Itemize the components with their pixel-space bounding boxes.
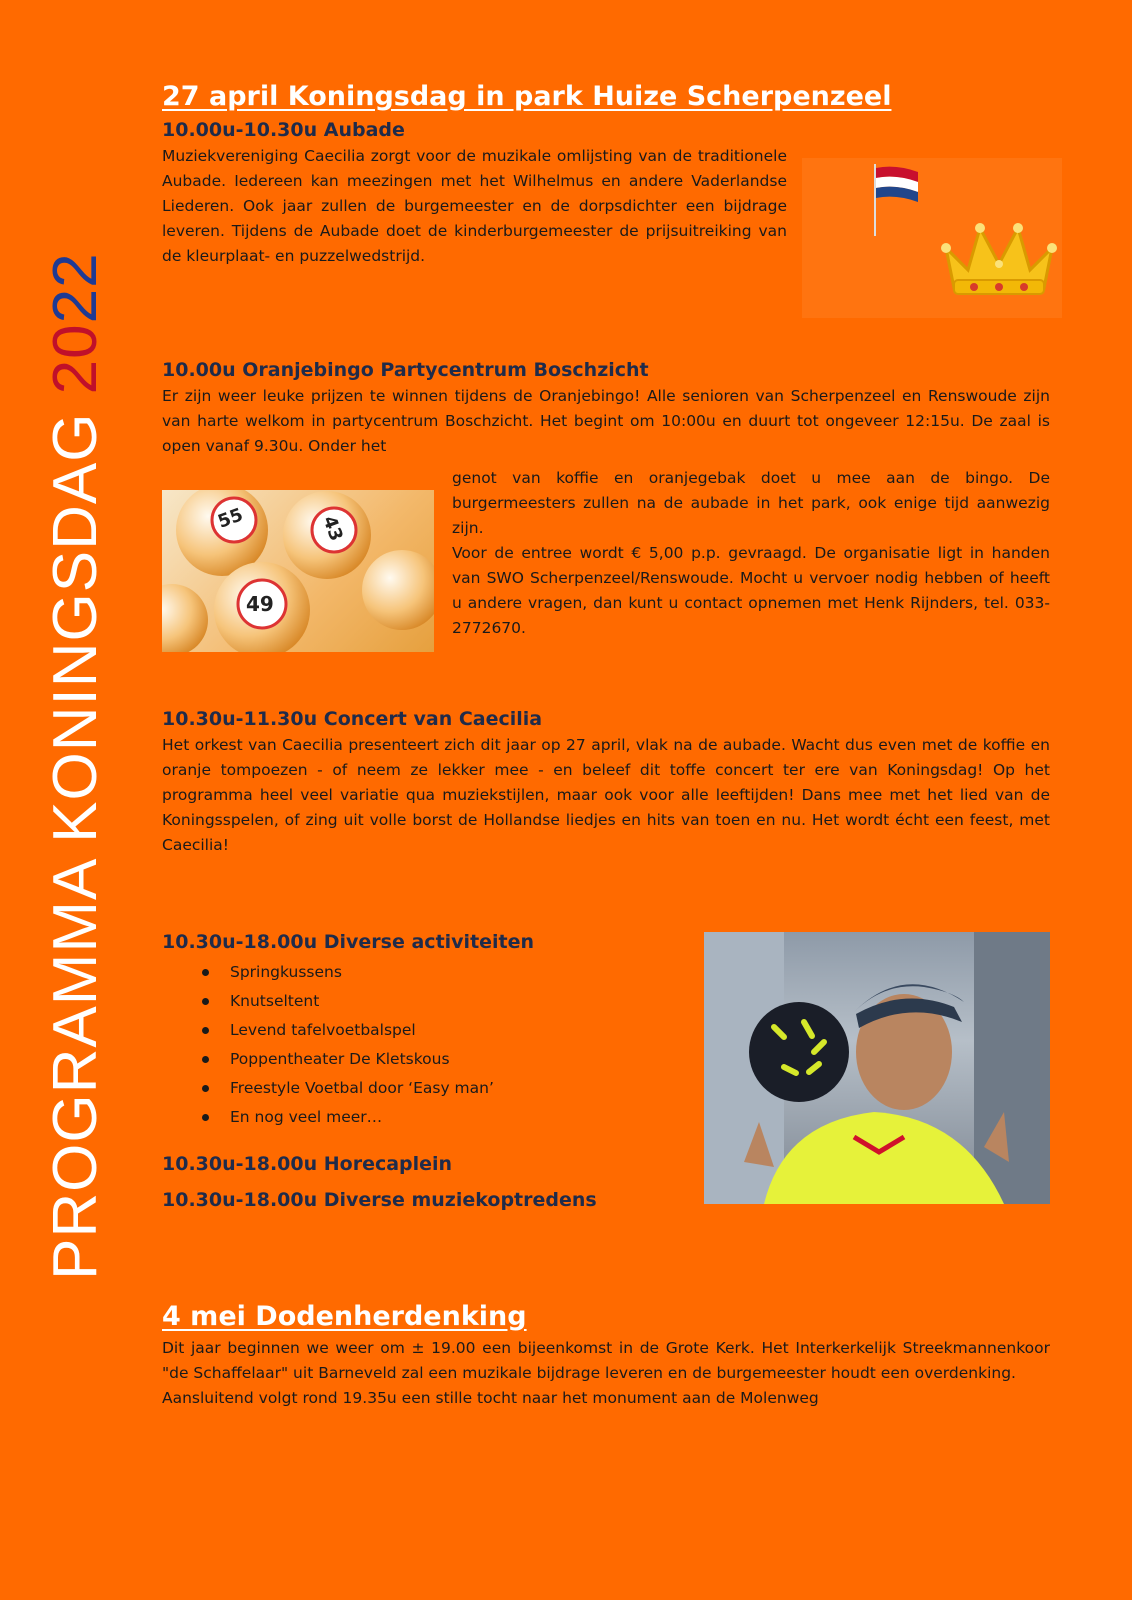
dodenherdenking-heading: 4 mei Dodenherdenking: [162, 1301, 527, 1332]
dodenherdenking-section: [162, 1300, 1050, 1411]
bingo-text-right: genot van koffie en oranjegebak doet u mee aan de bingo. De burgermeesters zullen na de aubade in het park, ook enige tijd aanwezig zijn.: [452, 469, 1050, 537]
concert-title: 10.30u-11.30u Concert van Caecilia: [162, 708, 543, 730]
football-player-icon: [704, 932, 1050, 1204]
music-line: 10.30u-18.00u Diverse muziekoptredens: [162, 1189, 597, 1211]
bingo-ball-number: 43: [318, 513, 347, 544]
list-item: Knutseltent: [210, 987, 1050, 1016]
bingo-ball-number: 55: [215, 504, 246, 533]
dutch-flag-icon: [872, 164, 922, 236]
bingo-text-top: Er zijn weer leuke prijzen te winnen tijdens de Oranjebingo! Alle senioren van Scherpenzeel en Renswoude zijn van harte welkom in partycentrum Boschzicht. Het begint om 10:00u en duurt tot ongeveer 12:15u. De zaal is open vanaf 9.30u. Onder het: [162, 387, 1050, 455]
list-item: Springkussens: [210, 958, 1050, 987]
dodenherdenking-text-1: Dit jaar beginnen we weer om ± 19.00 een bijeenkomst in de Grote Kerk. Het Interkerkelijk Streekmannenkoor "de Schaffelaar" uit Barneveld zal een muzikale bijdrage leveren en de burgemeester houdt een overdenking.: [162, 1339, 1050, 1382]
aubade-title: 10.00u-10.30u Aubade: [162, 119, 405, 141]
freestyle-football-photo: [704, 932, 1050, 1204]
year-red-part: 20: [41, 323, 110, 395]
list-item: Freestyle Voetbal door ‘Easy man’: [210, 1074, 1050, 1103]
title-text: PROGRAMMA KONINGSDAG: [41, 394, 110, 1280]
list-item: Poppentheater De Kletskous: [210, 1045, 1050, 1074]
activities-title: 10.30u-18.00u Diverse activiteiten: [162, 931, 535, 953]
bingo-balls-image: [162, 490, 434, 652]
concert-text: Het orkest van Caecilia presenteert zich dit jaar op 27 april, vlak na de aubade. Wacht dus even met de koffie en oranje tompoezen - of neem ze lekker mee - en beleef dit toffe concert ter ere van Koningsdag! Op het programma heel veel variatie qua muziekstijlen, maar ook voor alle leeftijden! Dans mee met het lied van de Koningsspelen, of zing uit volle borst de Hollandse liedjes en hits van toen en nu. Het wordt écht een feest, met Caecilia!: [162, 736, 1050, 854]
list-item: Levend tafelvoetbalspel: [210, 1016, 1050, 1045]
dodenherdenking-text-2: Aansluitend volgt rond 19.35u een stille tocht naar het monument aan de Molenweg: [162, 1389, 819, 1407]
bingo-section: [162, 356, 1050, 637]
vertical-page-title: [36, 252, 116, 1280]
crown-icon: [940, 218, 1058, 302]
list-item: En nog veel meer…: [210, 1103, 1050, 1132]
bingo-ball-number: 49: [246, 592, 274, 616]
koningsdag-heading: 27 april Koningsdag in park Huize Scherpenzeel: [162, 81, 892, 112]
aubade-section: [162, 80, 1050, 269]
bingo-title: 10.00u Oranjebingo Partycentrum Boschzicht: [162, 359, 649, 381]
activities-section: [162, 928, 1050, 1218]
bingo-balls-icon: [162, 490, 434, 652]
leve-de-koning-image: [802, 158, 1062, 318]
aubade-text: Muziekvereniging Caecilia zorgt voor de muzikale omlijsting van de traditionele Aubade. Iedereen kan meezingen met het Wilhelmus en andere Vaderlandse Liederen. Ook jaar zullen de burgemeester en de dorpsdichter een bijdrage leveren. Tijdens de Aubade doet de kinderburgemeester de prijsuitreiking van de kleurplaat- en puzzelwedstrijd.: [162, 147, 787, 265]
horeca-line: 10.30u-18.00u Horecaplein: [162, 1153, 453, 1175]
bingo-text-column: [452, 466, 1050, 641]
concert-section: [162, 705, 1050, 858]
year-blue-part: 22: [41, 252, 110, 324]
bingo-text-right-2: Voor de entree wordt € 5,00 p.p. gevraagd. De organisatie ligt in handen van SWO Scherpenzeel/Renswoude. Mocht u vervoer nodig hebben of heeft u andere vragen, dan kunt u contact opnemen met Henk Rijnders, tel. 033-2772670.: [452, 544, 1050, 637]
